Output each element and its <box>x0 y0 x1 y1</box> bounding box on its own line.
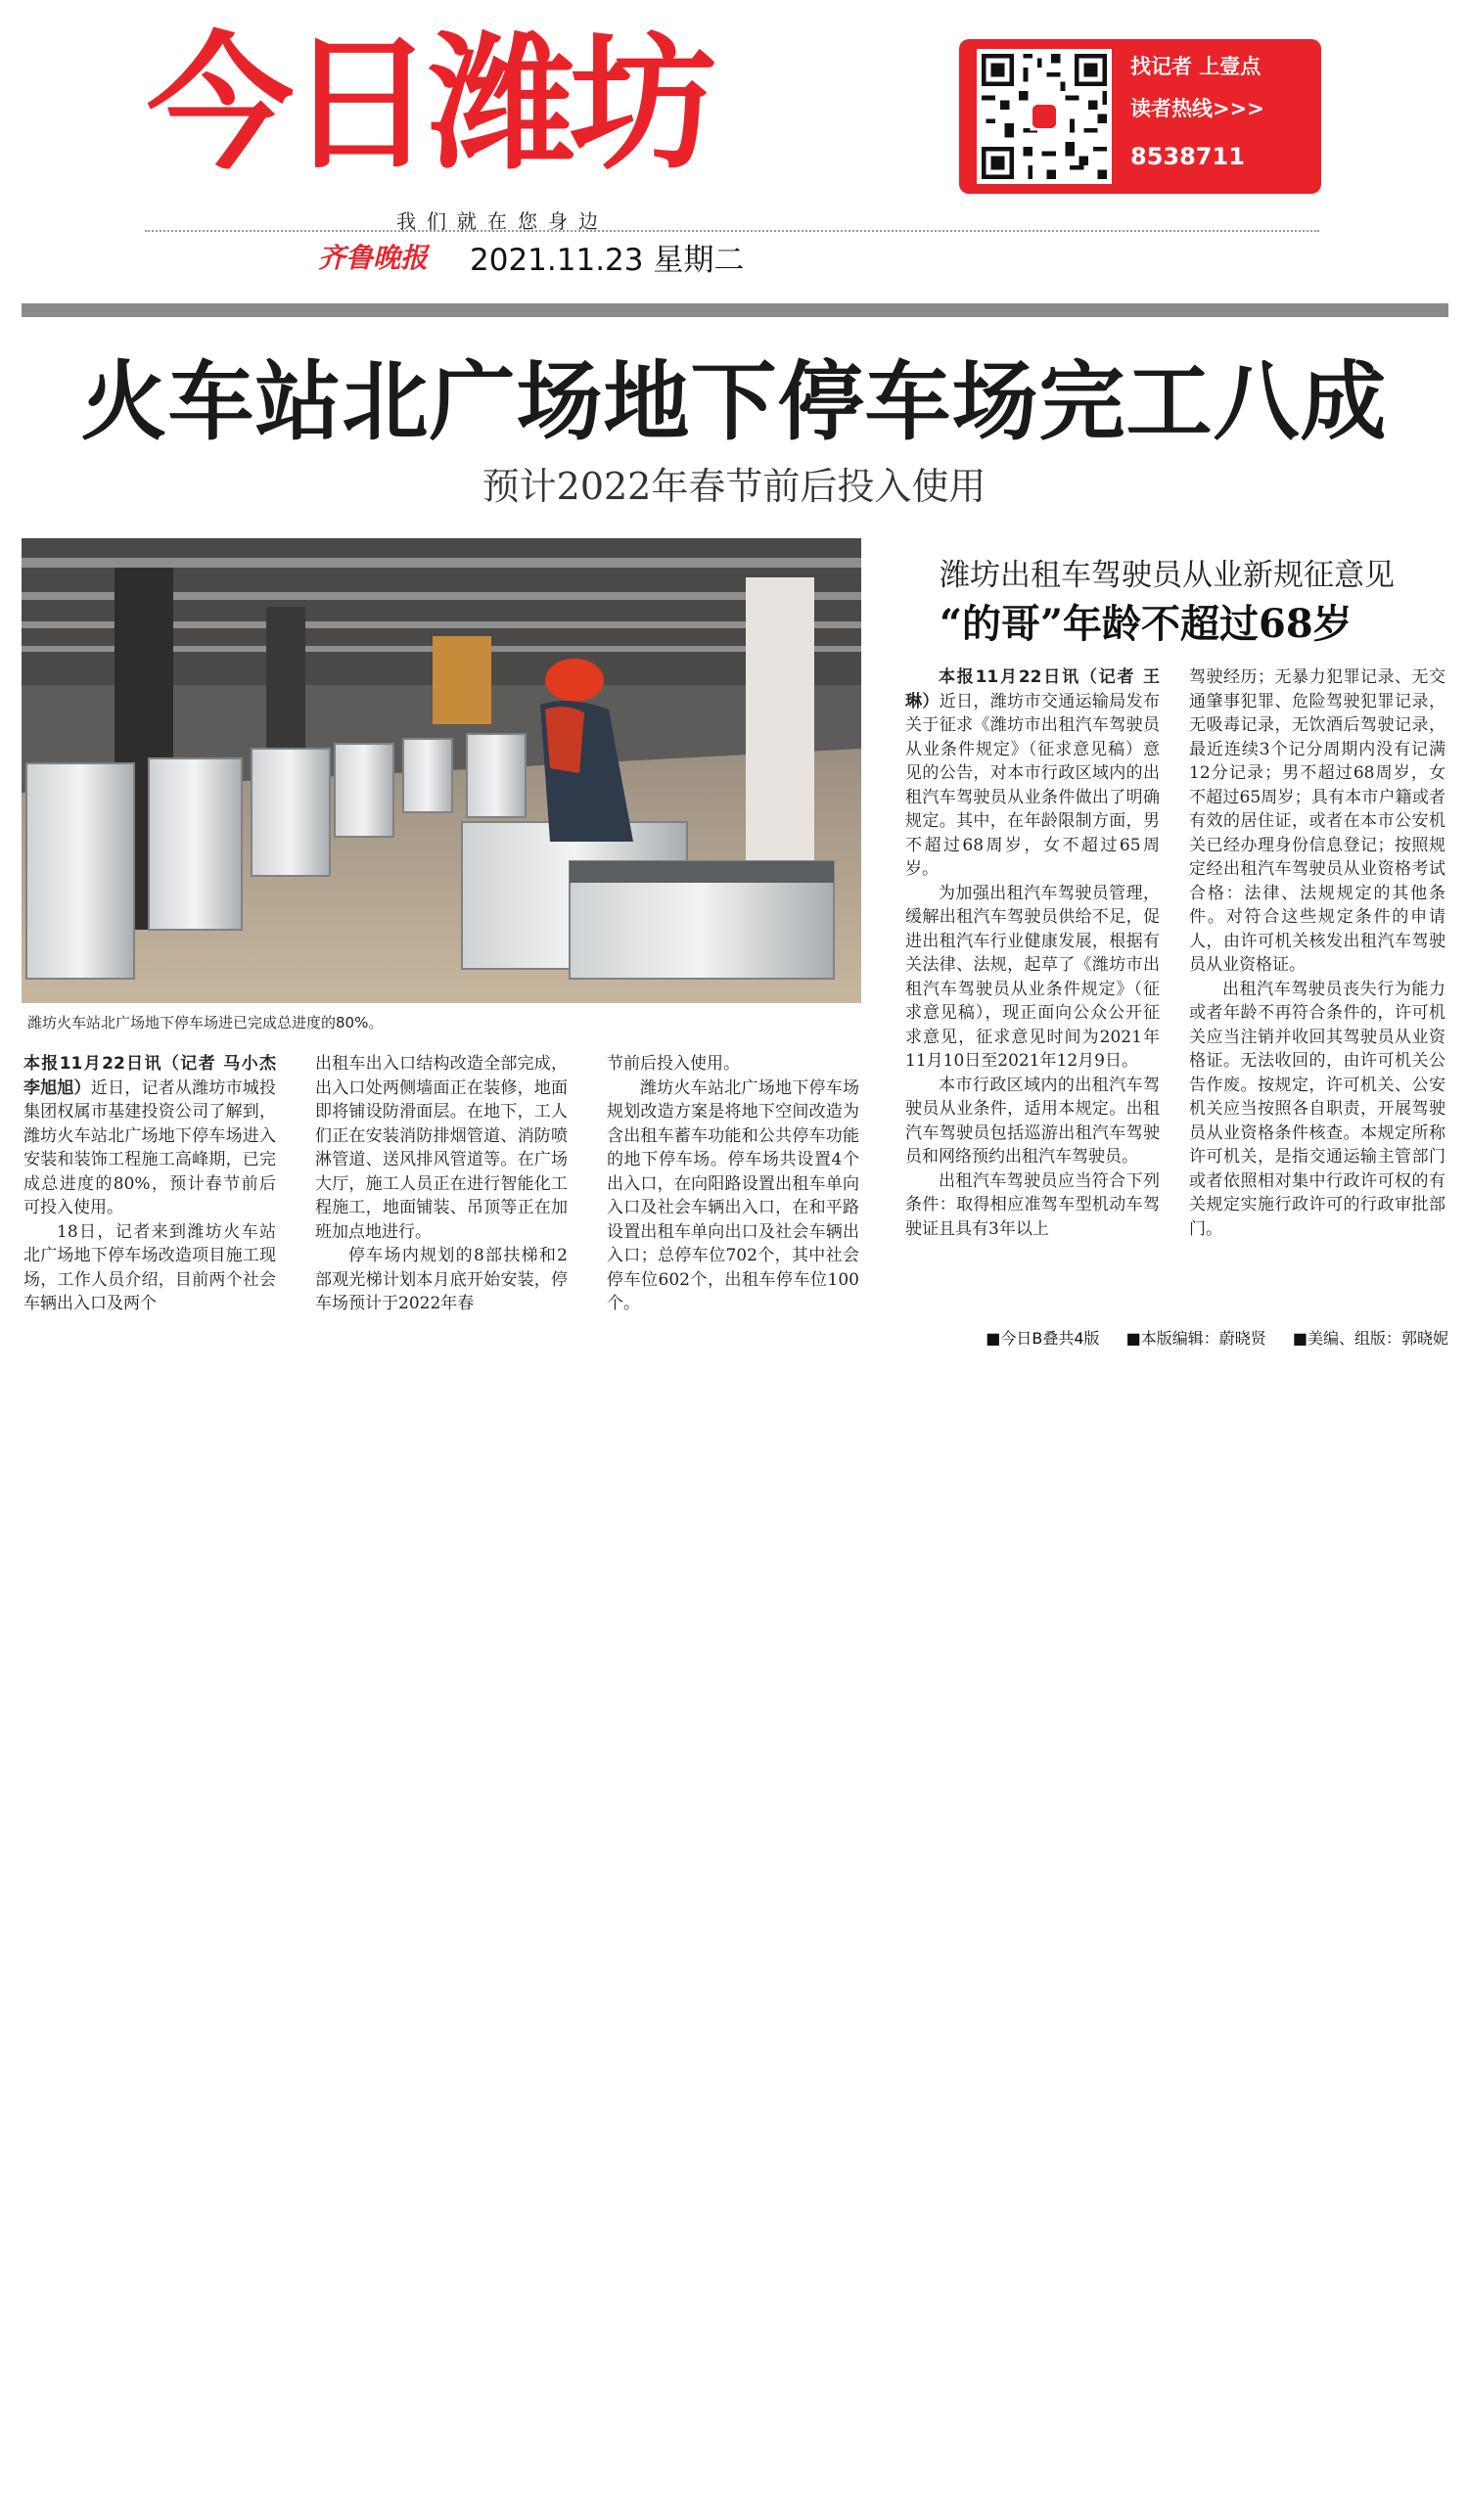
story1-paragraph: 节前后投入使用。 <box>607 1054 740 1074</box>
story2-column-1 <box>905 665 1160 1241</box>
paper-logo: 齐鲁晚报 <box>318 242 429 274</box>
story2-paragraph: 出租汽车驾驶员应当符合下列条件：取得相应准驾车型机动车驾驶证且具有3年以上 <box>905 1170 1160 1239</box>
story1-column-2 <box>315 1052 568 1316</box>
masthead-title: 今日潍坊 <box>147 20 711 190</box>
qr-code-icon[interactable] <box>977 49 1112 184</box>
footer-pages: ■今日B叠共4版 <box>986 1329 1100 1348</box>
story2-headline: “的哥”年龄不超过68岁 <box>940 601 1353 647</box>
story2-column-2 <box>1189 665 1445 1241</box>
story2-byline: 本报11月22日讯（记者 王琳） <box>905 667 1160 711</box>
story1-paragraph: 近日，记者从潍坊市城投集团权属市基建投资公司了解到，潍坊火车站北广场地下停车场进入安装和装饰工程施工高峰期，已完成总进度的80%，预计春节前后可投入使用。 <box>23 1077 277 1217</box>
story1-byline: 本报11月22日讯（记者 马小杰 李旭旭） <box>23 1054 276 1098</box>
masthead-divider <box>145 230 1319 232</box>
story1-column-3 <box>607 1052 859 1316</box>
story1-headline: 火车站北广场地下停车场完工八成 <box>80 350 1388 452</box>
footer-editor: ■本版编辑：蔚晓贤 <box>1125 1329 1266 1348</box>
story2-paragraph: 驾驶经历；无暴力犯罪记录、无交通肇事犯罪、危险驾驶犯罪记录，无吸毒记录，无饮酒后驾驶记录，最近连续3个记分周期内没有记满12分记录；男不超过68周岁，女不超过65周岁；具有本市户籍或者有效的居住证，或者在本市公安机关已经办理身份信息登记；按照规定经出租汽车驾驶员从业资格考试合格：法律、法规规定的其他条件。对符合这些规定条件的申请人，由许可机关核发出租汽车驾驶员从业资格证。 <box>1189 667 1445 975</box>
construction-photo <box>22 538 861 1003</box>
masthead-rule <box>22 303 1448 317</box>
page-footer <box>964 1326 1448 1349</box>
hotline-line2: 读者热线>>> <box>1130 97 1264 120</box>
story2-paragraph: 出租汽车驾驶员丧失行为能力或者年龄不再符合条件的，许可机关应当注销并收回其驾驶员从业资格证。无法收回的，由许可机关公告作废。按规定，许可机关、公安机关应当按照各自职责，开展驾驶员从业资格条件核查。本规定所称许可机关，是指交通运输主管部门或者依照相对集中行政许可权的有关规定实施行政许可的行政审批部门。 <box>1189 979 1445 1239</box>
story1-column-1 <box>23 1052 276 1316</box>
footer-design: ■美编、组版：郭晓妮 <box>1292 1329 1448 1348</box>
issue-date: 2021.11.23 星期二 <box>470 243 745 278</box>
photo-caption: 潍坊火车站北广场地下停车场进已完成总进度的80%。 <box>27 1014 384 1031</box>
story2-paragraph: 本市行政区域内的出租汽车驾驶员从业条件，适用本规定。出租汽车驾驶员包括巡游出租汽车驾驶员和网络预约出租汽车驾驶员。 <box>905 1075 1160 1167</box>
masthead-slogan: 我们就在您身边 <box>396 209 609 233</box>
story2-paragraph: 为加强出租汽车驾驶员管理，缓解出租汽车驾驶员供给不足，促进出租汽车行业健康发展，根据有关法律、法规，起草了《潍坊市出租汽车驾驶员从业条件规定》（征求意见稿），现正面向公众公开征求意见，征求意见时间为2021年11月10日至2021年12月9日。 <box>905 883 1160 1071</box>
story1-paragraph: 出租车出入口结构改造全部完成，出入口处两侧墙面正在装修，地面即将铺设防滑面层。在地下，工人们正在安装消防排烟管道、消防喷淋管道、送风排风管道等。在广场大厅，施工人员正在进行智能化工程施工，地面铺装、吊顶等正在加班加点地进行。 <box>315 1054 568 1242</box>
story1-paragraph: 潍坊火车站北广场地下停车场规划改造方案是将地下空间改造为含出租车蓄车功能和公共停车功能的地下停车场。停车场共设置4个出入口，在向阳路设置出租车单向入口及社会车辆出入口，在和平路设置出租车单向出口及社会车辆出入口；总停车位702个，其中社会停车位602个，出租车停车位100个。 <box>607 1077 859 1313</box>
story2-kicker: 潍坊出租车驾驶员从业新规征意见 <box>940 558 1395 593</box>
story2-paragraph: 近日，潍坊市交通运输局发布关于征求《潍坊市出租汽车驾驶员从业条件规定》（征求意见稿）意见的公告，对本市行政区域内的出租汽车驾驶员从业条件做出了明确规定。其中，在年龄限制方面，男不超过68周岁，女不超过65周岁。 <box>905 691 1161 879</box>
story1-paragraph: 18日，记者来到潍坊火车站北广场地下停车场改造项目施工现场，工作人员介绍，目前两个社会车辆出入口及两个 <box>23 1221 276 1313</box>
hotline-line1: 找记者 上壹点 <box>1130 55 1262 78</box>
story1-subheadline: 预计2022年春节前后投入使用 <box>482 465 986 508</box>
hotline-number: 8538711 <box>1130 143 1245 170</box>
story1-paragraph: 停车场内规划的8部扶梯和2部观光梯计划本月底开始安装，停车场预计于2022年春 <box>315 1246 568 1313</box>
